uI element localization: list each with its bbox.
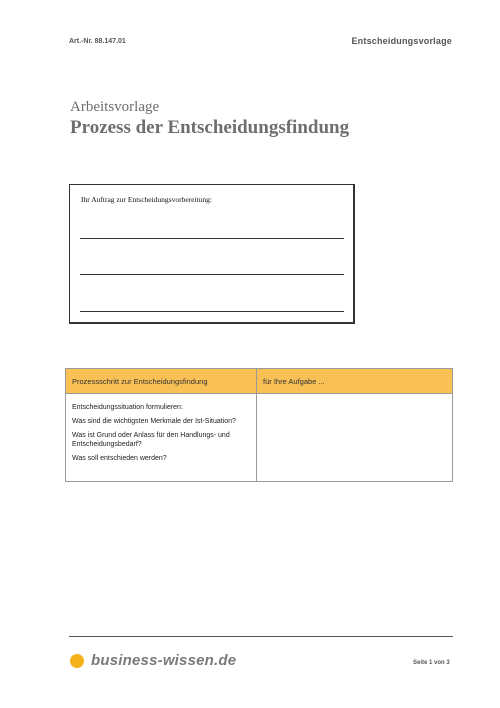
process-table — [65, 368, 453, 482]
question-item: Was ist Grund oder Anlass für den Handlungs- und Entscheidungsbedarf? — [72, 432, 230, 448]
document-type: Entscheidungsvorlage — [351, 36, 452, 46]
row-heading: Entscheidungssituation formulieren: — [72, 404, 183, 411]
question-item: Was sind die wichtigsten Merkmale der Ist-Situation? — [72, 418, 236, 425]
subtitle: Arbeitsvorlage — [70, 99, 160, 115]
write-line — [80, 238, 344, 239]
logo-dot-icon — [70, 654, 84, 668]
column-header-process-step: Prozessschritt zur Entscheidungsfindung — [72, 377, 208, 386]
table-cell-process-step — [72, 403, 252, 468]
article-number: Art.-Nr. 88.147.01 — [69, 38, 126, 45]
page-title: Prozess der Entscheidungsfindung — [70, 117, 350, 138]
write-line — [80, 274, 344, 275]
question-item: Was soll entschieden werden? — [72, 455, 167, 462]
column-divider — [256, 369, 257, 481]
task-box — [69, 184, 355, 324]
write-line — [80, 311, 344, 312]
logo: business-wissen.de — [91, 652, 237, 669]
column-header-your-task: für Ihre Aufgabe ... — [263, 377, 325, 386]
page-number: Seite 1 von 3 — [413, 660, 450, 666]
footer-divider — [69, 636, 453, 637]
task-label: Ihr Auftrag zur Entscheidungsvorbereitung: — [81, 195, 213, 204]
table-header — [66, 369, 452, 394]
